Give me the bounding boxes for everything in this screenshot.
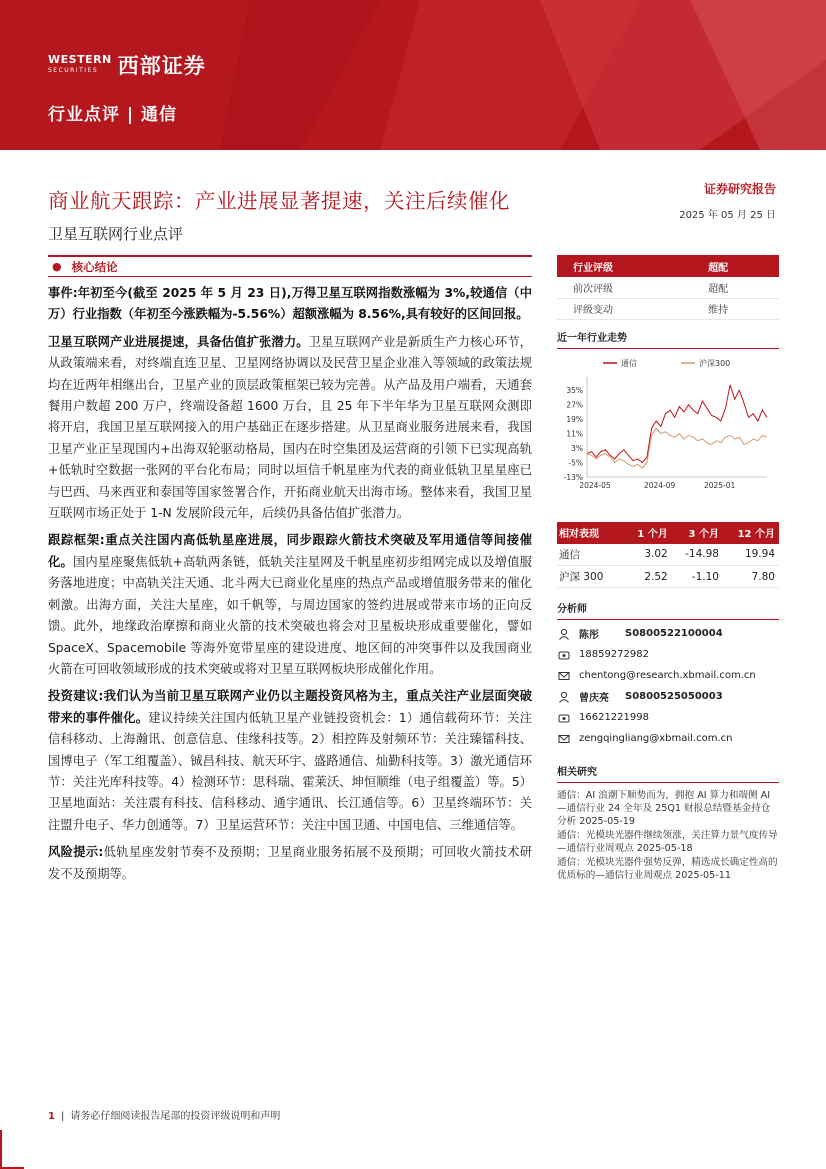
- y-tick-label: 3%: [571, 443, 583, 453]
- x-tick-label: 2024-05: [579, 480, 611, 490]
- core-paragraph: [48, 842, 532, 885]
- core-paragraph: [48, 283, 532, 326]
- analysts-label: 分析师: [557, 600, 779, 620]
- core-paragraph: [48, 686, 532, 836]
- main-content: [48, 255, 532, 885]
- person-icon: [557, 690, 571, 704]
- related-link[interactable]: 通信：AI 浪潮下顺势而为，拥抱 AI 算力和端侧 AI —通信行业 24 全年及 25Q1 财报总结暨基金持仓分析 2025-05-19: [557, 790, 771, 827]
- trend-chart-svg: [557, 353, 779, 498]
- series-line: [587, 384, 767, 462]
- analyst-email-row[interactable]: zengqingliang@xbmail.com.cn: [557, 728, 779, 749]
- rating-table: [557, 255, 779, 320]
- logo-english: WESTERN SECURITIES: [48, 53, 112, 74]
- footer-separator: |: [60, 1111, 65, 1122]
- table-row: 前次评级 超配: [557, 277, 779, 298]
- corner-mark: [0, 1130, 2, 1169]
- header-banner: [0, 0, 826, 150]
- related-list: [557, 789, 779, 882]
- y-tick-label: 19%: [566, 414, 583, 424]
- core-paragraph: [48, 332, 532, 525]
- y-tick-label: -13%: [563, 472, 583, 482]
- y-tick-label: 27%: [566, 400, 583, 410]
- rating-header-label: 行业评级: [557, 255, 692, 277]
- paragraph-lead: 投资建议:我们认为当前卫星互联网产业仍以主题投资风格为主，重点关注产业层面突破带来的事件催化。: [48, 689, 532, 725]
- industry-label: 行业点评 | 通信: [48, 105, 178, 125]
- series-line: [587, 428, 767, 468]
- analyst-name-row: 陈彤 S0800522100004: [557, 623, 779, 644]
- core-paragraph: [48, 530, 532, 680]
- report-date: 2025 年 05 月 25 日: [679, 210, 776, 221]
- related-link[interactable]: 通信：光模块光器件强势反弹，精选成长确定性高的优质标的—通信行业周观点 2025-05-11: [557, 857, 778, 881]
- email-icon: [557, 669, 571, 683]
- related-link[interactable]: 通信：光模块光器件继续领涨，关注算力景气度传导—通信行业周观点 2025-05-18: [557, 830, 778, 854]
- analyst-block: [557, 623, 779, 749]
- footer-disclaimer: 请务必仔细阅读报告尾部的投资评级说明和声明: [70, 1111, 281, 1122]
- y-tick-label: -5%: [568, 458, 583, 468]
- table-row: 通信 3.02 -14.98 19.94: [557, 544, 779, 566]
- table-row: 沪深 300 2.52 -1.10 7.80: [557, 566, 779, 588]
- page-footer: [48, 1107, 280, 1122]
- paragraph-body: 国内星座聚焦低轨+高轨两条链，低轨关注星网及千帆星座初步组网完成以及增值服务落地进度；中高轨关注天通、北斗两大已商业化星座的热点产品或增值服务带来的催化刺激。出海方面，关注大星座，如千帆等，与周边国家的签约进展或带来市场的正向反馈。此外，地缘政治摩擦和商业火箭的技术突破也将会对卫星板块形成重要催化，譬如 SpaceX、Spacemobile 等海外宽带星座的建设进度、地区间的冲突事件以及我国商业火箭在可回收领域形成的技术突破或将对卫星互联网板块形成催化作用。: [48, 554, 532, 676]
- logo-chinese: 西部证券: [117, 54, 206, 78]
- y-tick-label: 35%: [566, 385, 583, 395]
- report-title: 商业航天跟踪：产业进展显著提速，关注后续催化: [48, 189, 510, 213]
- analyst-phone-row: 18859272982: [557, 644, 779, 665]
- table-row: 评级变动 维持: [557, 298, 779, 319]
- paragraph-body: 卫星互联网产业是新质生产力核心环节，从政策端来看，对终端直连卫星、卫星网络协调以及民营卫星企业准入等领域的政策法规均在近两年相继出台，卫星产业的顶层政策框架已较为完善。从产品及用户端看，天通套餐用户数超 200 万户，终端设备超 1600 万台，且 25 年下半年华为卫星互联网众测即将开启，我国卫星互联网接入的用户基础正在逐步搭建。从卫星商业服务进展来看，我国卫星产业正呈现国内+出海双轮驱动格局，国内在时空集团及运营商的引领下已实现高轨+低轨时空数据一张网的平台化布局；同时以垣信千帆星座为代表的商业低轨卫星星座已与巴西、马来西亚和泰国等国家签署合作，开拓商业航天出海市场。整体来看，我国卫星互联网市场正处于 1-N 发展阶段元年，后续仍具备估值扩张潜力。: [48, 334, 532, 521]
- performance-table: 相对表现 1 个月 3 个月 12 个月 通信 3.02 -14.98 19.94 沪深 300 2.52 -1.10 7.80: [557, 522, 779, 589]
- page-number: 1: [48, 1111, 55, 1122]
- company-logo: [48, 50, 206, 80]
- report-subtitle: 卫星互联网行业点评: [48, 225, 184, 243]
- phone-icon: [557, 711, 571, 725]
- sidebar: [557, 255, 779, 882]
- paragraph-lead: 事件:年初至今(截至 2025 年 5 月 23 日),万得卫星互联网指数涨幅为 3%,较通信（中万）行业指数（年初至今涨跌幅为-5.56%）超额涨幅为 8.56%,具有较好的区间回报。: [48, 286, 532, 322]
- trend-chart: [557, 353, 779, 498]
- analyst-phone-row: 16621221998: [557, 707, 779, 728]
- core-conclusion-heading: ● 核心结论: [48, 255, 532, 277]
- paragraph-lead: 跟踪框架:重点关注国内高低轨星座进展，同步跟踪火箭技术突破及军用通信等间接催化。: [48, 533, 532, 569]
- analyst-email-row[interactable]: chentong@research.xbmail.com.cn: [557, 665, 779, 686]
- paragraph-body: 建议持续关注国内低轨卫星产业链投资机会：1）通信载荷环节：关注信科移动、上海瀚讯、创意信息、佳缘科技等。2）相控阵及射频环节：关注臻镭科技、国博电子（军工组覆盖）、铖昌科技、航天环宇、盛路通信、灿勤科技等。3）激光通信环节：关注光库科技等。4）检测环节：思科瑞、霍莱沃、坤恒顺维（电子组覆盖）等。5）卫星地面站：关注震有科技、信科移动、通宇通讯、长江通信等。6）卫星终端环节：关注盟升电子、华力创通等。7）卫星运营环节：关注中国卫通、中国电信、三维通信等。: [48, 710, 532, 832]
- paragraph-lead: 卫星互联网产业进展提速，具备估值扩张潜力。: [48, 334, 309, 349]
- paragraph-lead: 风险提示:: [48, 845, 104, 860]
- bullet-icon: ●: [52, 260, 62, 273]
- phone-icon: [557, 648, 571, 662]
- related-label: 相关研究: [557, 763, 779, 783]
- paragraph-body: 低轨星座发射节奏不及预期；卫星商业服务拓展不及预期；可回收火箭技术研发不及预期等。: [48, 845, 532, 881]
- x-tick-label: 2025-01: [703, 480, 736, 490]
- person-icon: [557, 627, 571, 641]
- legend-label: 沪深300: [699, 358, 731, 368]
- email-icon: [557, 732, 571, 746]
- legend-label: 通信: [621, 358, 637, 368]
- core-paragraphs: [48, 283, 532, 885]
- y-tick-label: 11%: [566, 429, 583, 439]
- trend-label: 近一年行业走势: [557, 329, 779, 349]
- analyst-name-row: 曾庆亮 S0800525050003: [557, 686, 779, 707]
- rating-header-value: 超配: [692, 255, 779, 277]
- x-tick-label: 2024-09: [643, 480, 676, 490]
- report-type: 证券研究报告: [703, 182, 776, 196]
